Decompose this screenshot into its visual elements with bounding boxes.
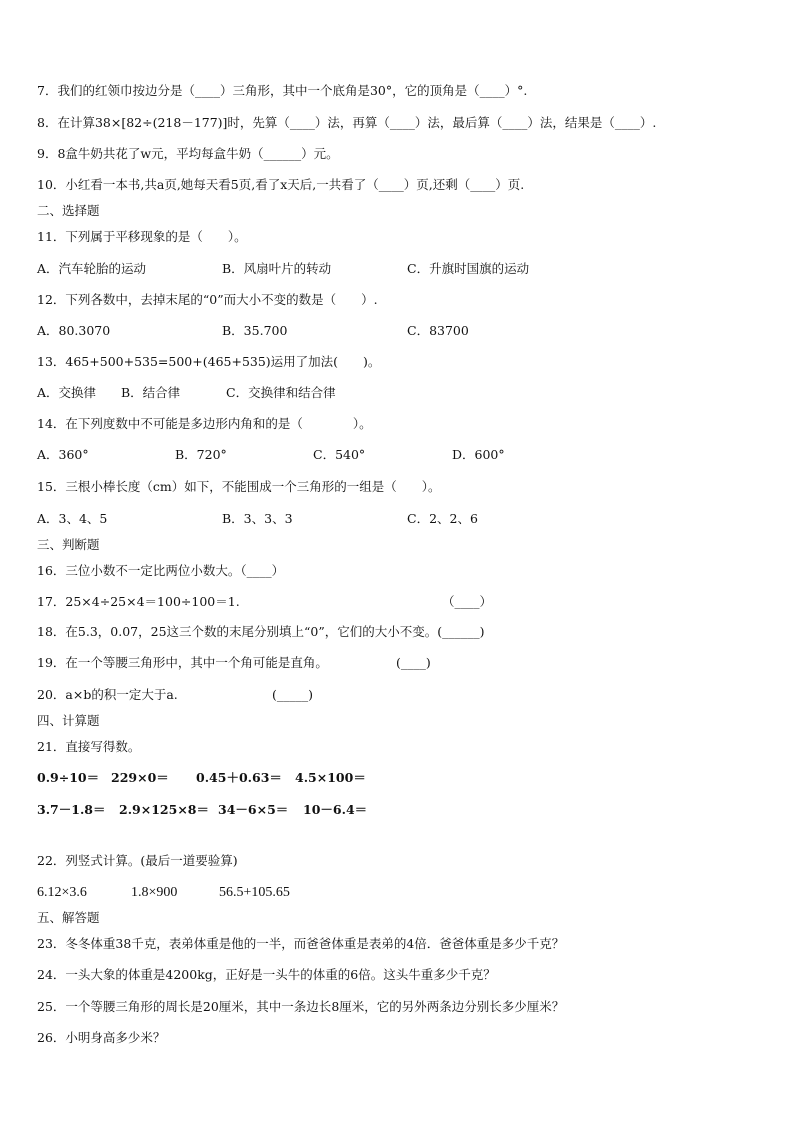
question-13-option-a: A．交换律 xyxy=(37,385,97,400)
calc-item: 4.5×100＝ xyxy=(295,770,366,785)
question-17-text: 17．25×4÷25×4＝100÷100＝1. xyxy=(37,594,240,609)
question-12-option-b: B．35.700 xyxy=(222,323,288,338)
question-17-blank: （____） xyxy=(442,594,493,609)
vertical-calc-item: 1.8×900 xyxy=(131,885,178,900)
question-12-option-c: C．83700 xyxy=(407,323,469,338)
question-15-option-c: C．2、2、6 xyxy=(407,511,478,526)
question-19-blank: (____) xyxy=(396,655,431,670)
question-25: 25．一个等腰三角形的周长是20厘米，其中一条边长8厘米，它的另外两条边分别长多少厘米？ xyxy=(37,999,565,1014)
question-15-stem: 15．三根小棒长度（cm）如下，不能围成一个三角形的一组是（ ）。 xyxy=(37,479,441,494)
question-13-option-b: B．结合律 xyxy=(121,385,181,400)
question-7: 7．我们的红领巾按边分是（____）三角形，其中一个底角是30°，它的顶角是（____）°. xyxy=(37,83,528,98)
section-heading-solve: 五、解答题 xyxy=(37,910,100,925)
question-14-stem: 14．在下列度数中不可能是多边形内角和的是（ ）。 xyxy=(37,416,372,431)
question-19-text: 19．在一个等腰三角形中，其中一个角可能是直角。 xyxy=(37,655,328,670)
question-12-stem: 12．下列各数中，去掉末尾的“0”而大小不变的数是（ ）. xyxy=(37,292,378,307)
calc-item: 2.9×125×8＝ xyxy=(119,802,209,817)
question-14-option-b: B．720° xyxy=(175,447,227,462)
question-12-option-a: A．80.3070 xyxy=(37,323,111,338)
question-11-option-c: C．升旗时国旗的运动 xyxy=(407,261,530,276)
question-23: 23．冬冬体重38千克，表弟体重是他的一半，而爸爸体重是表弟的4倍．爸爸体重是多少千克？ xyxy=(37,936,565,951)
vertical-calc-item: 56.5+105.65 xyxy=(219,885,290,900)
question-11-option-a: A．汽车轮胎的运动 xyxy=(37,261,147,276)
section-heading-judge: 三、判断题 xyxy=(37,537,100,552)
question-11-option-b: B．风扇叶片的转动 xyxy=(222,261,332,276)
calc-item: 0.9÷10＝ xyxy=(37,770,100,785)
question-20-blank: (_____) xyxy=(272,687,314,702)
question-14-option-c: C．540° xyxy=(313,447,366,462)
question-21: 21．直接写得数。 xyxy=(37,739,141,754)
question-20-text: 20．a×b的积一定大于a. xyxy=(37,687,178,702)
question-10: 10．小红看一本书,共a页,她每天看5页,看了x天后,一共看了（____）页,还剩（____）页. xyxy=(37,177,525,192)
question-14-option-d: D．600° xyxy=(452,447,505,462)
calc-item: 229×0＝ xyxy=(111,770,169,785)
question-16: 16．三位小数不一定比两位小数大。（____） xyxy=(37,563,285,578)
question-15-option-b: B．3、3、3 xyxy=(222,511,293,526)
calc-item: 3.7－1.8＝ xyxy=(37,802,106,817)
question-11-stem: 11．下列属于平移现象的是（ ）。 xyxy=(37,229,247,244)
question-18: 18．在5.3，0.07，25这三个数的末尾分别填上“0”，它们的大小不变。(______) xyxy=(37,624,485,639)
question-15-option-a: A．3、4、5 xyxy=(37,511,108,526)
calc-item: 34－6×5＝ xyxy=(218,802,289,817)
calc-item: 10－6.4＝ xyxy=(303,802,368,817)
question-9: 9．8盒牛奶共花了w元，平均每盒牛奶（______）元。 xyxy=(37,146,339,161)
question-13-option-c: C．交换律和结合律 xyxy=(226,385,336,400)
section-heading-compute: 四、计算题 xyxy=(37,713,100,728)
vertical-calc-item: 6.12×3.6 xyxy=(37,885,87,900)
question-8: 8．在计算38×[82÷(218－177)]时，先算（____）法，再算（____）法，最后算（____）法，结果是（____）. xyxy=(37,115,657,130)
question-22: 22．列竖式计算。(最后一道要验算) xyxy=(37,853,238,868)
calc-item: 0.45＋0.63＝ xyxy=(196,770,282,785)
section-heading-choice: 二、选择题 xyxy=(37,203,100,218)
question-24: 24．一头大象的体重是4200kg，正好是一头牛的体重的6倍。这头牛重多少千克？ xyxy=(37,967,496,982)
question-14-option-a: A．360° xyxy=(37,447,89,462)
question-13-stem: 13．465+500+535=500+(465+535)运用了加法( )。 xyxy=(37,354,381,369)
question-26: 26．小明身高多少米？ xyxy=(37,1030,166,1045)
